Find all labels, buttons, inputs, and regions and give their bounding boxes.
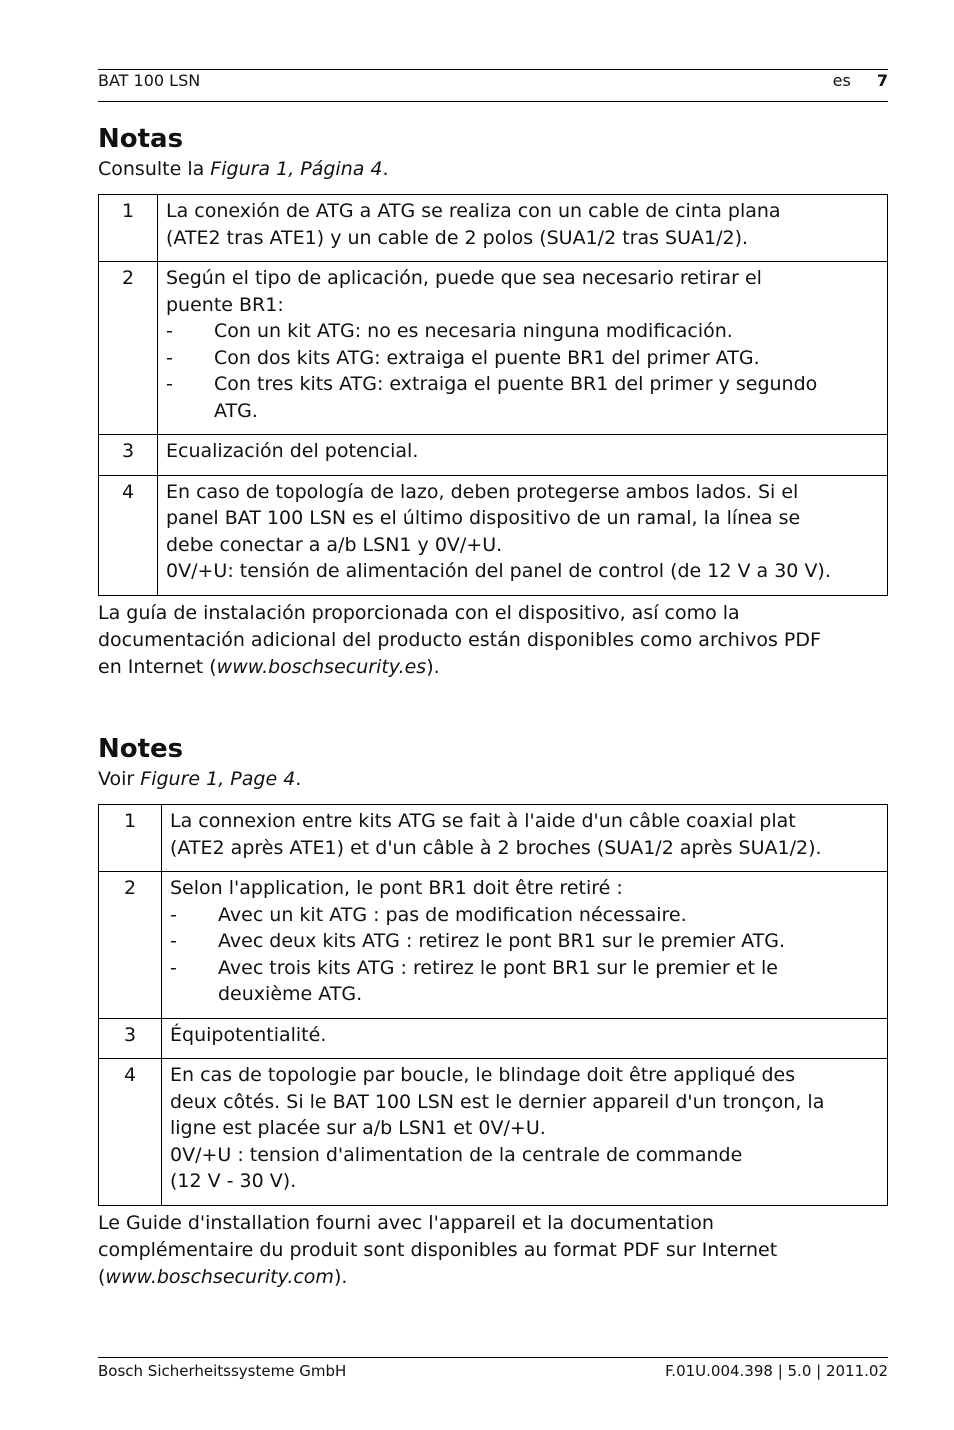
figure-reference: Figure 1, Page 4 bbox=[140, 768, 296, 790]
text-line: La conexión de ATG a ATG se realiza con un cable de cinta plana bbox=[166, 200, 781, 222]
text-line: ATG. bbox=[214, 399, 258, 422]
text-line: deux côtés. Si le BAT 100 LSN est le dernier appareil d'un tronçon, la bbox=[170, 1090, 825, 1113]
header-page-number: 7 bbox=[876, 71, 888, 90]
table-row bbox=[99, 1018, 888, 1059]
bullet-dash: - bbox=[166, 373, 173, 395]
footer-company: Bosch Sicherheitssysteme GmbH bbox=[98, 1362, 347, 1380]
table-row bbox=[99, 805, 888, 872]
bullet-item bbox=[170, 902, 879, 929]
row-number: 3 bbox=[99, 435, 158, 476]
row-text bbox=[162, 1018, 888, 1059]
text-line: La connexion entre kits ATG se fait à l'aide d'un câble coaxial plat bbox=[170, 810, 796, 832]
section-intro: Consulte la Figura 1, Página 4. bbox=[98, 158, 389, 180]
table-row bbox=[99, 262, 888, 435]
section-title: Notes bbox=[98, 734, 184, 764]
table-row bbox=[99, 872, 888, 1019]
text-line: 0V/+U: tensión de alimentación del panel de control (de 12 V a 30 V). bbox=[166, 560, 831, 582]
row-number: 3 bbox=[99, 1018, 162, 1059]
row-number: 2 bbox=[99, 262, 158, 435]
bullet-text bbox=[218, 902, 879, 929]
bullet-text bbox=[218, 928, 879, 955]
text-line: ligne est placée sur a/b LSN1 et 0V/+U. bbox=[170, 1117, 546, 1139]
section-footer-paragraph: La guía de instalación proporcionada con el dispositivo, así como la documentación adicional del producto están disponibles como archivos PDF en Internet (www.boschsecurity.es). bbox=[98, 601, 821, 678]
row-number: 1 bbox=[99, 195, 158, 262]
footer-rule bbox=[98, 1357, 888, 1358]
footer-doc-ref: F.01U.004.398 | 5.0 | 2011.02 bbox=[665, 1362, 888, 1380]
bullet-item bbox=[166, 371, 879, 424]
section-es bbox=[98, 124, 888, 681]
bullet-text bbox=[218, 955, 879, 1008]
text-line: Selon l'application, le pont BR1 doit être retiré : bbox=[170, 877, 623, 899]
text-line: En cas de topologie par boucle, le blindage doit être appliqué des bbox=[170, 1064, 796, 1086]
text-line: Con tres kits ATG: extraiga el puente BR1 del primer y segundo bbox=[214, 373, 818, 395]
header-top-rule bbox=[98, 69, 888, 70]
text-line: puente BR1: bbox=[166, 293, 284, 316]
section-fr bbox=[98, 734, 888, 1291]
bullet-dash: - bbox=[166, 346, 173, 369]
text-line: Avec deux kits ATG : retirez le pont BR1 sur le premier ATG. bbox=[218, 930, 786, 952]
text-line: (ATE2 après ATE1) et d'un câble à 2 broches (SUA1/2 après SUA1/2). bbox=[170, 836, 822, 859]
row-number: 1 bbox=[99, 805, 162, 872]
text-line: deuxième ATG. bbox=[218, 983, 363, 1005]
text-line: Ecualización del potencial. bbox=[166, 440, 419, 462]
bullet-text bbox=[214, 371, 879, 424]
bullet-dash: - bbox=[170, 930, 177, 952]
bullet-dash: - bbox=[170, 903, 177, 926]
text-line: (12 V - 30 V). bbox=[170, 1170, 297, 1192]
row-text bbox=[158, 262, 888, 435]
text-line: Avec un kit ATG : pas de modification nécessaire. bbox=[218, 903, 687, 926]
row-text bbox=[162, 805, 888, 872]
section-intro: Voir Figure 1, Page 4. bbox=[98, 768, 302, 790]
figure-reference: Figura 1, Página 4 bbox=[210, 158, 383, 180]
bullet-item bbox=[166, 318, 879, 345]
row-text bbox=[158, 435, 888, 476]
text-line: Con dos kits ATG: extraiga el puente BR1 del primer ATG. bbox=[214, 346, 760, 369]
text-line: Équipotentialité. bbox=[170, 1023, 327, 1046]
website-link: www.boschsecurity.com bbox=[105, 1265, 334, 1288]
text-line: (ATE2 tras ATE1) y un cable de 2 polos (SUA1/2 tras SUA1/2). bbox=[166, 226, 749, 249]
table-row bbox=[99, 195, 888, 262]
text-line: Con un kit ATG: no es necesaria ninguna modificación. bbox=[214, 320, 733, 342]
bullet-item bbox=[166, 345, 879, 372]
table-row bbox=[99, 435, 888, 476]
text-line: Según el tipo de aplicación, puede que sea necesario retirar el bbox=[166, 267, 762, 289]
row-text bbox=[158, 475, 888, 595]
bullet-text bbox=[214, 345, 879, 372]
table-row bbox=[99, 475, 888, 595]
text-line: panel BAT 100 LSN es el último dispositivo de un ramal, la línea se bbox=[166, 507, 801, 529]
bullet-item bbox=[170, 955, 879, 1008]
text-line: debe conectar a a/b LSN1 y 0V/+U. bbox=[166, 533, 503, 556]
text-line: 0V/+U : tension d'alimentation de la centrale de commande bbox=[170, 1143, 743, 1166]
text-line: Avec trois kits ATG : retirez le pont BR1 sur le premier et le bbox=[218, 956, 778, 979]
row-number: 4 bbox=[99, 475, 158, 595]
row-number: 2 bbox=[99, 872, 162, 1019]
bullet-item bbox=[170, 928, 879, 955]
bullet-dash: - bbox=[170, 956, 177, 979]
header-bottom-rule bbox=[98, 101, 888, 102]
header-right bbox=[833, 71, 888, 90]
row-text bbox=[158, 195, 888, 262]
table-row bbox=[99, 1059, 888, 1206]
row-text bbox=[162, 1059, 888, 1206]
row-number: 4 bbox=[99, 1059, 162, 1206]
section-title: Notas bbox=[98, 124, 184, 154]
section-footer-paragraph: Le Guide d'installation fourni avec l'appareil et la documentation complémentaire du produit sont disponibles au format PDF sur Internet (www.boschsecurity.com). bbox=[98, 1211, 778, 1288]
row-text bbox=[162, 872, 888, 1019]
header-language: es bbox=[832, 71, 851, 90]
text-line: En caso de topología de lazo, deben protegerse ambos lados. Si el bbox=[166, 480, 799, 503]
header-product: BAT 100 LSN bbox=[98, 71, 201, 90]
notes-table bbox=[98, 194, 888, 596]
bullet-text bbox=[214, 318, 879, 345]
bullet-dash: - bbox=[166, 320, 173, 342]
website-link: www.boschsecurity.es bbox=[216, 655, 427, 678]
notes-table bbox=[98, 804, 888, 1206]
